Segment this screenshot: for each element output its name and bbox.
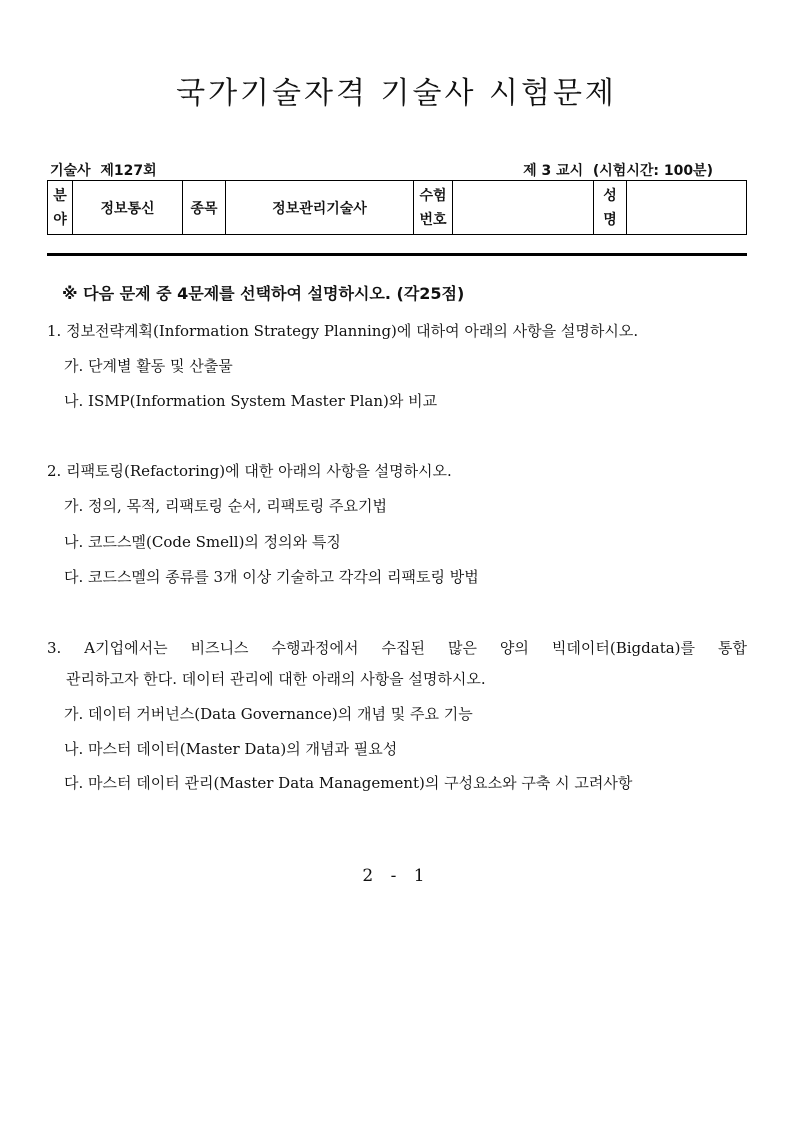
question-3-continued: 관리하고자 한다. 데이터 관리에 대한 아래의 사항을 설명하시오. — [66, 670, 486, 688]
question-3-item-b: 나. 마스터 데이터(Master Data)의 개념과 필요성 — [64, 740, 398, 758]
question-3-item-c: 다. 마스터 데이터 관리(Master Data Management)의 구성요소와 구축 시 고려사항 — [64, 774, 633, 792]
question-2-item-b: 나. 코드스멜(Code Smell)의 정의와 특징 — [64, 533, 341, 551]
page-title: 국가기술자격 기술사 시험문제 — [176, 76, 617, 111]
field-value: 정보통신 — [73, 181, 183, 235]
name-field[interactable] — [627, 181, 747, 235]
question-2-item-a: 가. 정의, 목적, 리팩토링 순서, 리팩토링 주요기법 — [64, 497, 387, 515]
category-value: 정보관리기술사 — [226, 181, 414, 235]
name-label: 성 명 — [594, 181, 627, 235]
exam-round: 기술사 제127회 — [50, 163, 157, 179]
page-number: 2 - 1 — [362, 866, 431, 886]
question-1-item-b: 나. ISMP(Information System Master Plan)와 비교 — [64, 392, 438, 410]
question-1: 1. 정보전략계획(Information Strategy Planning)에 대하여 아래의 사항을 설명하시오. — [47, 322, 639, 340]
question-3: 3. A기업에서는 비즈니스 수행과정에서 수집된 많은 양의 빅데이터(Bigdata)를 통합 — [47, 639, 747, 657]
question-3-item-a: 가. 데이터 거버넌스(Data Governance)의 개념 및 주요 기능 — [64, 705, 473, 723]
question-2: 2. 리팩토링(Refactoring)에 대한 아래의 사항을 설명하시오. — [47, 462, 452, 480]
field-label: 분 야 — [48, 181, 73, 235]
instruction-text: ※ 다음 문제 중 4문제를 선택하여 설명하시오. (각25점) — [62, 284, 465, 303]
session-info: 제 3 교시 (시험시간: 100분) — [523, 163, 713, 179]
question-1-item-a: 가. 단계별 활동 및 산출물 — [64, 357, 233, 375]
question-2-item-c: 다. 코드스멜의 종류를 3개 이상 기술하고 각각의 리팩토링 방법 — [64, 568, 479, 586]
exam-info-table — [47, 180, 747, 235]
divider — [47, 253, 747, 256]
exam-number-field[interactable] — [453, 181, 594, 235]
exam-number-label: 수험 번호 — [414, 181, 453, 235]
category-label: 종목 — [183, 181, 226, 235]
